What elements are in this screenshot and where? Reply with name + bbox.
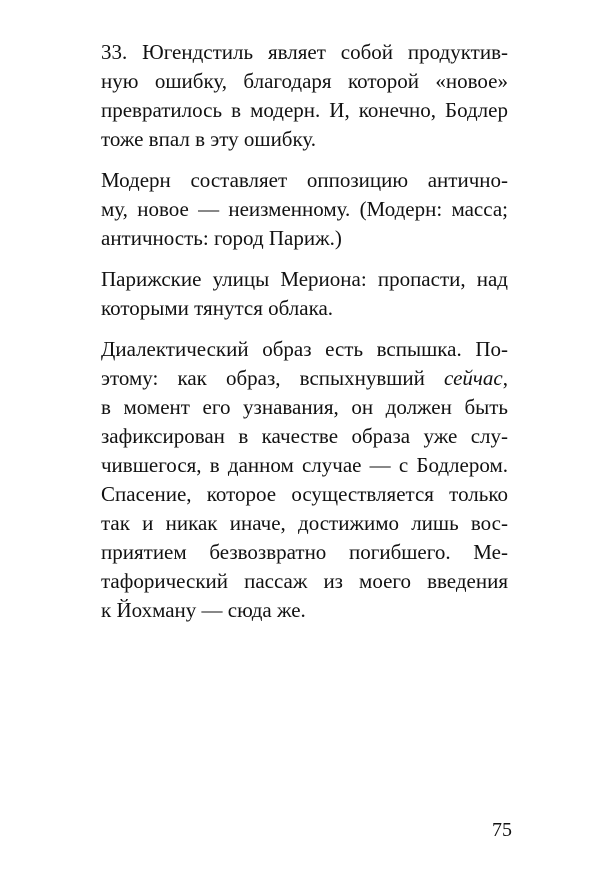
text-line: му, новое — неизменному. (Модерн: масса;: [101, 197, 508, 221]
text-line-with-italic: [101, 364, 508, 393]
paragraph-2: [101, 166, 508, 253]
text-line: ную ошибку, благодаря которой «новое»: [101, 69, 508, 93]
text-line: 33. Югендстиль являет собой продуктив-: [101, 40, 508, 64]
text-line: приятием безвозвратно погибшего. Ме-: [101, 540, 508, 564]
paragraph-4: [101, 335, 508, 625]
paragraph-3: [101, 265, 508, 323]
text-line: Диалектический образ есть вспышка. По-: [101, 337, 508, 361]
text-line: античность: город Париж.): [101, 226, 342, 250]
text-line: Модерн составляет оппозицию антично-: [101, 168, 508, 192]
text-line: чившегося, в данном случае — с Бодлером.: [101, 453, 508, 477]
text-span: этому: как образ, вспыхнувший: [101, 366, 445, 390]
text-line: Спасение, которое осуществляется только: [101, 482, 508, 506]
text-line: так и никак иначе, достижимо лишь вос-: [101, 511, 508, 535]
body-text: [101, 38, 508, 637]
text-line: к Йохману — сюда же.: [101, 598, 306, 622]
text-line: превратилось в модерн. И, конечно, Бодлер: [101, 98, 508, 122]
text-line: тафорический пассаж из моего введения: [101, 569, 508, 593]
paragraph-1: [101, 38, 508, 154]
text-line: тоже впал в эту ошибку.: [101, 127, 317, 151]
text-line: в момент его узнавания, он должен быть: [101, 395, 508, 419]
page-number: 75: [492, 819, 512, 841]
text-line: которыми тянутся облака.: [101, 296, 334, 320]
text-span: ,: [502, 366, 508, 390]
text-line: Парижские улицы Мериона: пропасти, над: [101, 267, 508, 291]
text-line: зафиксирован в качестве образа уже слу-: [101, 424, 508, 448]
italic-emphasis: сейчас: [444, 366, 503, 390]
